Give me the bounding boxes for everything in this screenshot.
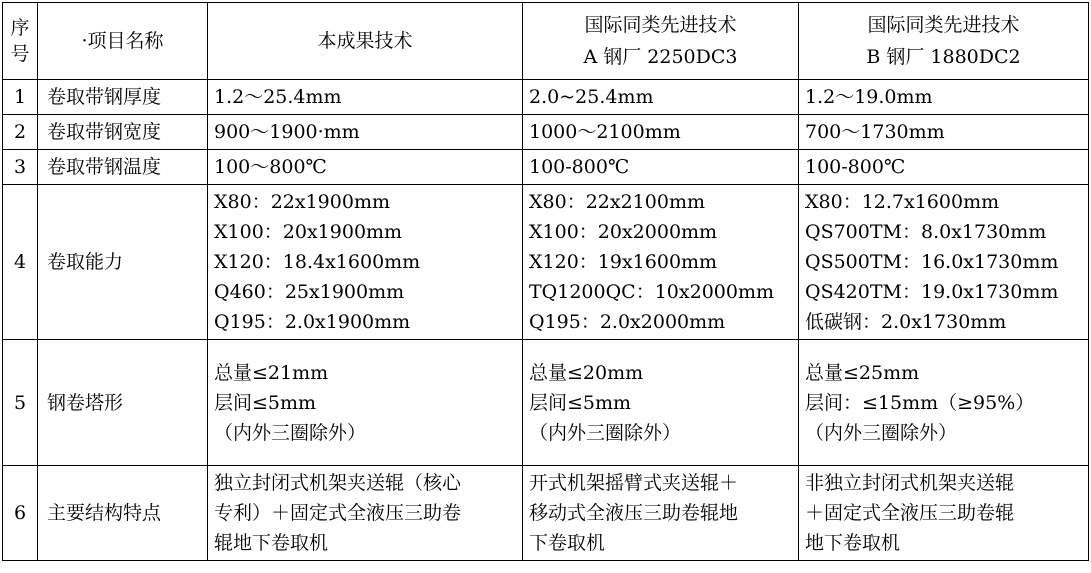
row-number: 4 — [3, 185, 38, 340]
row-item-name: 卷取带钢宽度 — [38, 115, 208, 150]
cell-line: X120：19x1600mm — [529, 251, 718, 273]
cell-ours — [208, 466, 523, 561]
cell-plant-a — [523, 466, 799, 561]
cell-plant-a — [523, 80, 799, 115]
cell-plant-b — [799, 466, 1089, 561]
cell-plant-b — [799, 80, 1089, 115]
cell-line: TQ1200QC：10x2000mm — [529, 281, 774, 303]
row-number: 5 — [3, 340, 38, 466]
cell-line: 100-800℃ — [529, 156, 630, 178]
row-item-name: 主要结构特点 — [38, 466, 208, 561]
cell-plant-a — [523, 340, 799, 466]
table-row — [3, 185, 1089, 340]
row-item-name: 钢卷塔形 — [38, 340, 208, 466]
table-row — [3, 115, 1089, 150]
cell-line: 开式机架摇臂式夹送辊＋ — [529, 472, 739, 494]
cell-line: 100-800℃ — [805, 156, 906, 178]
cell-line: （内外三圈除外） — [529, 421, 682, 444]
cell-line: X80：12.7x1600mm — [805, 191, 1000, 213]
header-plant-b-line2: B 钢厂 1880DC2 — [866, 46, 1021, 68]
cell-line: 1.2～25.4mm — [214, 86, 342, 108]
cell-line: 低碳钢：2.0x1730mm — [805, 311, 1007, 333]
cell-line: 地下卷取机 — [805, 532, 901, 554]
cell-ours — [208, 340, 523, 466]
cell-line: Q195：2.0x1900mm — [214, 311, 411, 333]
row-number: 1 — [3, 80, 38, 115]
cell-line: Q460：25x1900mm — [214, 281, 405, 303]
cell-line: X80：22x1900mm — [214, 191, 390, 213]
cell-line: 2.0~25.4mm — [529, 86, 654, 108]
cell-line: 700～1730mm — [805, 121, 945, 143]
cell-ours — [208, 150, 523, 185]
cell-line: X120：18.4x1600mm — [214, 251, 421, 273]
row-number: 2 — [3, 115, 38, 150]
row-item-name: 卷取带钢温度 — [38, 150, 208, 185]
cell-ours — [208, 115, 523, 150]
cell-line: QS500TM：16.0x1730mm — [805, 251, 1059, 273]
cell-line: （内外三圈除外） — [214, 421, 367, 444]
cell-line: 总量≤20mm — [529, 361, 644, 384]
header-plant-a-line1: 国际同类先进技术 — [584, 14, 737, 36]
cell-line: QS420TM：19.0x1730mm — [805, 281, 1059, 303]
cell-line: 1.2～19.0mm — [805, 86, 933, 108]
table-row — [3, 80, 1089, 115]
cell-line: X100：20x2000mm — [529, 221, 718, 243]
table-header-row — [3, 3, 1089, 80]
header-plant-a — [523, 3, 799, 80]
cell-plant-b — [799, 150, 1089, 185]
cell-line: 100～800℃ — [214, 156, 327, 178]
cell-line: X80：22x2100mm — [529, 191, 705, 213]
cell-line: 层间：≤15mm（≥95%） — [805, 391, 1035, 414]
header-our-technology: 本成果技术 — [208, 3, 523, 80]
cell-plant-a — [523, 185, 799, 340]
header-plant-a-line2: A 钢厂 2250DC3 — [583, 46, 738, 68]
cell-plant-b — [799, 115, 1089, 150]
cell-line: 专利）＋固定式全液压三助卷 — [214, 502, 462, 524]
cell-line: 非独立封闭式机架夹送辊 — [805, 472, 1015, 494]
table-row — [3, 466, 1089, 561]
cell-line: 总量≤21mm — [214, 361, 329, 384]
header-item-name: ·项目名称 — [38, 3, 208, 80]
cell-line: X100：20x1900mm — [214, 221, 403, 243]
table-row — [3, 150, 1089, 185]
cell-line: ＋固定式全液压三助卷辊 — [805, 502, 1015, 524]
cell-plant-b — [799, 340, 1089, 466]
cell-plant-b — [799, 185, 1089, 340]
header-serial-line1: 序 — [10, 17, 30, 39]
row-item-name: 卷取带钢厚度 — [38, 80, 208, 115]
row-number: 3 — [3, 150, 38, 185]
cell-line: 辊地下卷取机 — [214, 532, 329, 554]
cell-plant-a — [523, 150, 799, 185]
cell-line: 1000～2100mm — [529, 121, 681, 143]
cell-line: QS700TM：8.0x1730mm — [805, 221, 1047, 243]
table-row — [3, 340, 1089, 466]
header-plant-b — [799, 3, 1089, 80]
row-item-name: 卷取能力 — [38, 185, 208, 340]
header-serial-line2: 号 — [10, 43, 30, 65]
cell-line: 移动式全液压三助卷辊地 — [529, 502, 739, 524]
cell-line: 总量≤25mm — [805, 361, 920, 384]
cell-line: （内外三圈除外） — [805, 421, 958, 444]
cell-plant-a — [523, 115, 799, 150]
row-number: 6 — [3, 466, 38, 561]
cell-ours — [208, 185, 523, 340]
cell-line: 层间≤5mm — [529, 391, 632, 414]
cell-line: 900～1900·mm — [214, 121, 360, 143]
cell-line: 层间≤5mm — [214, 391, 317, 414]
comparison-table — [2, 2, 1089, 561]
cell-line: 独立封闭式机架夹送辊（核心 — [214, 472, 462, 494]
cell-ours — [208, 80, 523, 115]
cell-line: 下卷取机 — [529, 532, 606, 554]
header-plant-b-line1: 国际同类先进技术 — [867, 14, 1020, 36]
header-serial-number — [3, 3, 38, 80]
cell-line: Q195：2.0x2000mm — [529, 311, 726, 333]
